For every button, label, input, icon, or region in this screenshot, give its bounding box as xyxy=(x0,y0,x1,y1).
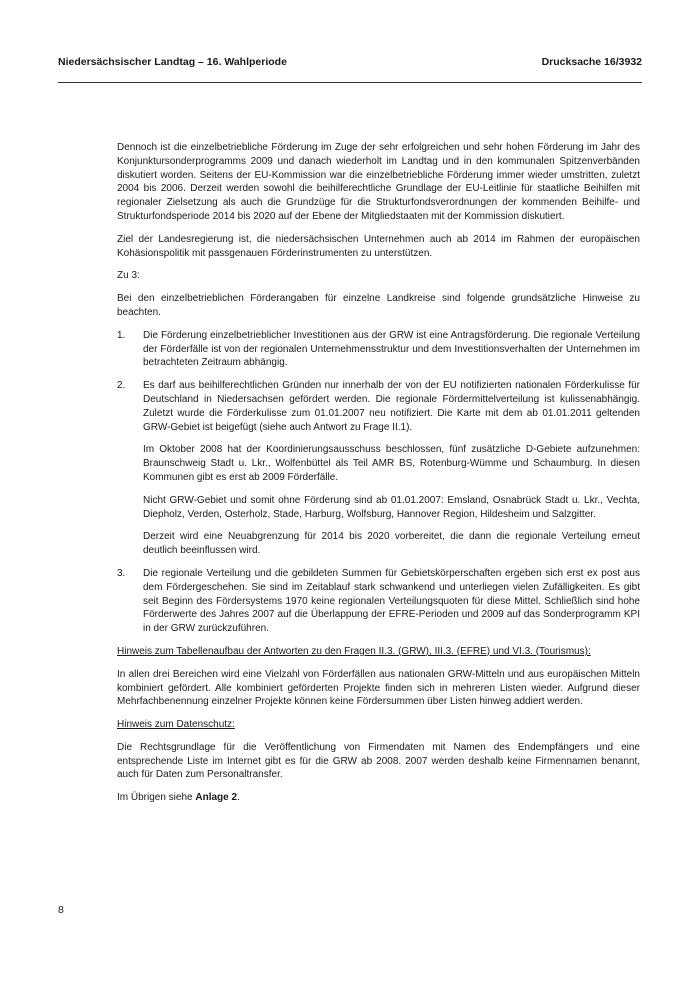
paragraph: Bei den einzelbetrieblichen Förderangaben für einzelne Landkreise sind folgende grundsätzliche Hinweise zu beachten. xyxy=(117,293,640,318)
closing-text: Im Übrigen siehe xyxy=(117,792,196,804)
list-item-text: Es darf aus beihilferechtlichen Gründen nur innerhalb der von der EU notifizierten nationalen Förderkulisse für Deutschland in Niedersachsen gefördert werden. Die regionale Fördermittelverteilung ist kulissenabhängig. Zuletzt wurde die Förderkulisse zum 01.01.2007 neu notifiziert. Die Karte mit dem ab 01.01.2011 geltenden GRW-Gebiet ist beigefügt (siehe auch Antwort zu Frage II.1). xyxy=(143,380,640,433)
closing-period: . xyxy=(237,792,240,804)
list-item-text: Im Oktober 2008 hat der Koordinierungsausschuss beschlossen, fünf zusätzliche D-Gebiete aufzunehmen: Braunschweig Stadt u. Lkr., Wolfenbüttel als Teil AMR BS, Rotenburg-Wümme und Schaumburg. In diesen Kommunen gibt es erst ab 2009 Förderfälle. xyxy=(143,444,640,483)
header-divider xyxy=(58,82,642,83)
paragraph: Ziel der Landesregierung ist, die niedersächsischen Unternehmen auch ab 2014 im Rahmen der europäischen Kohäsionspolitik mit passgenauen Förderinstrumenten zu unterstützen. xyxy=(117,233,640,259)
list-number: 2. xyxy=(117,380,126,392)
attachment-reference: Anlage 2 xyxy=(195,792,238,804)
section-label: Zu 3: xyxy=(117,270,140,282)
page-number: 8 xyxy=(58,904,64,916)
list-item-text: Die regionale Verteilung und die gebildeten Summen für Gebietskörperschaften ergeben sich erst ex post aus dem Fördergeschehen. Sie sind im Zeitablauf stark schwankend und unterliegen vielen Zufälligkeiten. Es gibt seit Beginn des Fördersystems 1970 keine regionalen Verteilungsquoten für diese Mittel. Schließlich sind hohe Förderwerte des Jahres 2007 auf die Überlappung der EFRE-Perioden und 2009 auf das Sonderprogramm KPI in der GRW zurückzuführen. xyxy=(143,567,640,635)
header-document-number: Drucksache 16/3932 xyxy=(541,56,642,68)
subheading-tabellenaufbau: Hinweis zum Tabellenaufbau der Antworten zu den Fragen II.3. (GRW), III.3. (EFRE) und VI.3. (Tourismus): xyxy=(117,645,591,657)
document-body xyxy=(117,141,640,814)
closing-paragraph xyxy=(117,791,640,805)
page-header xyxy=(58,56,642,68)
paragraph: In allen drei Bereichen wird eine Vielzahl von Förderfällen aus nationalen GRW-Mitteln und aus europäischen Mitteln kombiniert gefördert. Alle kombiniert geförderten Projekte finden sich in mehreren Listen wieder. Aufgrund dieser Mehrfachbenennung einzelner Projekte können keine Fördersummen über Listen hinweg addiert werden. xyxy=(117,668,640,708)
list-item-text: Die Förderung einzelbetrieblicher Investitionen aus der GRW ist eine Antragsförderung. Die regionale Verteilung der Förderfälle ist von der regionalen Unternehmensstruktur und dem Investitionsverhalten der Unternehmen im betrachteten Zeitraum abhängig. xyxy=(143,329,640,369)
paragraph: Die Rechtsgrundlage für die Veröffentlichung von Firmendaten mit Namen des Endempfängers und eine entsprechende Liste im Internet gibt es für die GRW ab 2008. 2007 werden deshalb keine Firmennamen benannt, auch für Daten zum Personaltransfer. xyxy=(117,741,640,781)
list-item-text: Derzeit wird eine Neuabgrenzung für 2014 bis 2020 vorbereitet, die dann die regionale Verteilung erneut deutlich beeinflussen wird. xyxy=(143,531,640,557)
list-item-text: Nicht GRW-Gebiet und somit ohne Förderung sind ab 01.01.2007: Emsland, Osnabrück Stadt u. Lkr., Vechta, Diepholz, Verden, Osterholz, Stade, Harburg, Wolfsburg, Hannover Region, Hildesheim und Salzgitter. xyxy=(143,494,640,520)
list-item xyxy=(117,379,640,558)
header-title: Niedersächsischer Landtag – 16. Wahlperiode xyxy=(58,56,287,68)
list-number: 1. xyxy=(117,329,126,341)
list-item xyxy=(117,567,640,636)
list-item xyxy=(117,329,640,370)
list-number: 3. xyxy=(117,567,126,579)
subheading-datenschutz: Hinweis zum Datenschutz: xyxy=(117,719,235,731)
paragraph: Dennoch ist die einzelbetriebliche Förderung im Zuge der sehr erfolgreichen und sehr hohen Förderung im Jahr des Konjunktursonderprogramms 2009 und danach wiederholt im Landtag und in den kommunalen Spitzenverbänden diskutiert worden. Seitens der EU-Kommission war die einzelbetriebliche Förderung immer wieder umstritten, zuletzt 2004 bis 2006. Derzeit werden sowohl die beihilferechtliche Grundlage der EU-Leitlinie für staatliche Beihilfen mit regionaler Zielsetzung als auch die Grundzüge für die Strukturfondsverordnungen der kommenden Beihilfe- und Strukturfondsperiode 2014 bis 2020 auf der Ebene der Mitgliedstaaten mit der Kommission diskutiert. xyxy=(117,142,640,222)
